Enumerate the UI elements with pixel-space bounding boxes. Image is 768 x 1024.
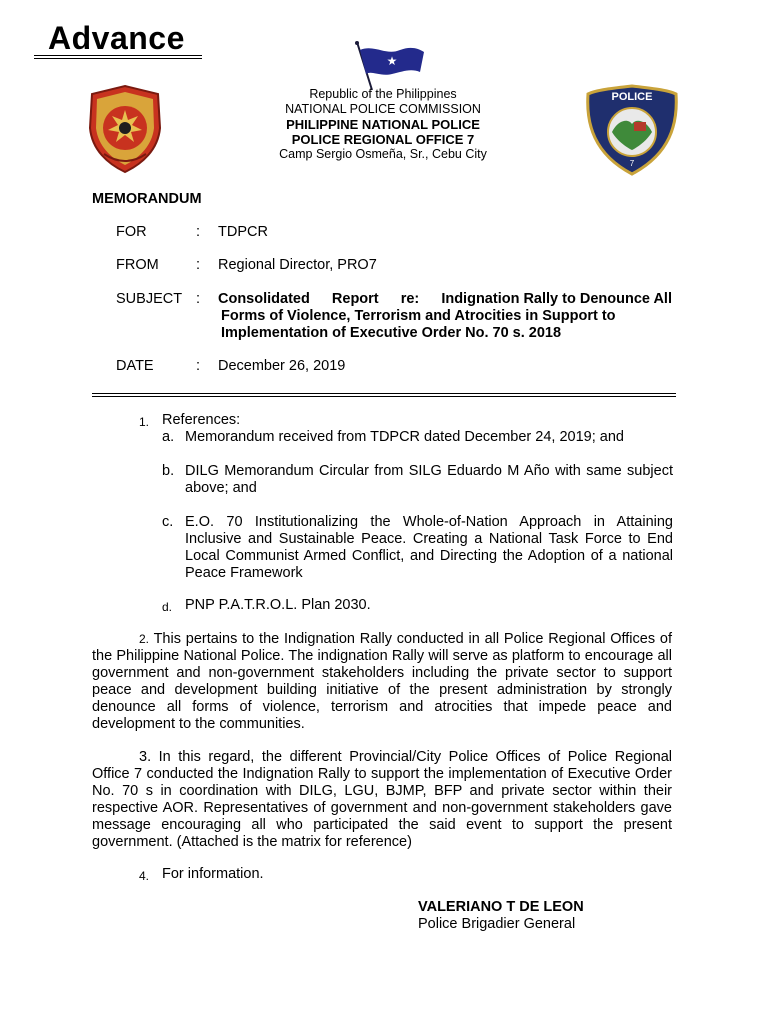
- subject-word: Indignation Rally to Denounce All: [441, 291, 672, 307]
- para-1-title: References:: [162, 412, 241, 428]
- header-napolcom: NATIONAL POLICE COMMISSION: [285, 102, 481, 116]
- subject-word: Report: [331, 291, 379, 307]
- flag-icon: [352, 40, 428, 92]
- signatory-rank: Police Brigadier General: [418, 916, 576, 932]
- advance-underline: [34, 55, 202, 56]
- para-3-number: 3.: [139, 749, 152, 765]
- memo-title: MEMORANDUM: [92, 191, 202, 207]
- for-value: TDPCR: [218, 224, 268, 240]
- svg-text:★: ★: [386, 54, 398, 68]
- para-4-number: 4.: [139, 869, 150, 883]
- header-pnp: PHILIPPINE NATIONAL POLICE: [286, 117, 480, 132]
- para-3-text: In this regard, the different Provincial/City Police Offices of Police Regional Office 7 conducted the Indignation Rally to support the implementation of Executive Order No. 70 s in coordination with DILG, LGU, BJMP, BFP and private sector within their respective AOR. Representatives of government and non-government stakeholders gave message encouraging all who participated the said event to support the present government. (Attached is the matrix for reference): [92, 749, 672, 850]
- date-value: December 26, 2019: [218, 358, 346, 374]
- subject-word: re:: [400, 291, 420, 307]
- ref-b-text: DILG Memorandum Circular from SILG Eduardo M Año with same subject above; and: [185, 463, 673, 496]
- signatory-name: VALERIANO T DE LEON: [418, 899, 584, 915]
- para-1-number: 1.: [139, 415, 150, 429]
- advance-stamp: Advance: [48, 20, 185, 56]
- svg-text:7: 7: [629, 159, 635, 168]
- divider-rule-2: [92, 396, 676, 397]
- for-label: FOR: [116, 224, 147, 240]
- para-2-number: 2.: [139, 632, 150, 646]
- subject-line-3: Implementation of Executive Order No. 70 s. 2018: [221, 325, 562, 341]
- seal-police-text: POLICE: [611, 91, 653, 103]
- for-colon: :: [196, 224, 201, 240]
- pro7-police-seal-icon: [584, 84, 680, 176]
- from-value: Regional Director, PRO7: [218, 257, 377, 273]
- subject-label: SUBJECT: [116, 291, 183, 307]
- pnp-seal-icon: [86, 84, 164, 174]
- header-republic: Republic of the Philippines: [309, 87, 457, 101]
- para-4-text: For information.: [162, 866, 264, 882]
- para-3: [92, 749, 672, 851]
- header-address: Camp Sergio Osmeña, Sr., Cebu City: [279, 147, 487, 161]
- ref-c-letter: c.: [162, 514, 174, 530]
- para-2: [92, 631, 672, 733]
- subject-line-1: [218, 291, 672, 308]
- ref-d-letter: d.: [162, 600, 173, 614]
- divider-rule: [92, 393, 676, 394]
- from-label: FROM: [116, 257, 159, 273]
- advance-underline-2: [34, 58, 202, 59]
- ref-a-text: Memorandum received from TDPCR dated December 24, 2019; and: [185, 429, 624, 445]
- ref-a-letter: a.: [162, 429, 175, 445]
- subject-value: [218, 291, 672, 342]
- date-colon: :: [196, 358, 201, 374]
- ref-d-text: PNP P.A.T.R.O.L. Plan 2030.: [185, 597, 371, 613]
- subject-word: Consolidated: [218, 291, 310, 307]
- ref-b-letter: b.: [162, 463, 175, 479]
- letterhead: [230, 87, 536, 162]
- date-label: DATE: [116, 358, 154, 374]
- para-2-text: This pertains to the Indignation Rally conducted in all Police Regional Offices of the Philippine National Police. The indignation Rally will serve as platform to encourage all government and non-government stakeholders including the private sector to support peace and development building initiative of the present administration by strongly denounce all forms of violence, terrorism and atrocities that impede peace and development to the communities.: [92, 631, 672, 732]
- subject-line-2: Forms of Violence, Terrorism and Atrocities in Support to: [221, 308, 616, 324]
- header-pro7: POLICE REGIONAL OFFICE 7: [291, 132, 475, 147]
- from-colon: :: [196, 257, 201, 273]
- ref-c-text: E.O. 70 Institutionalizing the Whole-of-Nation Approach in Attaining Inclusive and Sustainable Peace. Creating a National Task Force to End Local Communist Armed Conflict, and Directing the Adoption of a national Peace Framework: [185, 514, 673, 581]
- subject-colon: :: [196, 291, 201, 307]
